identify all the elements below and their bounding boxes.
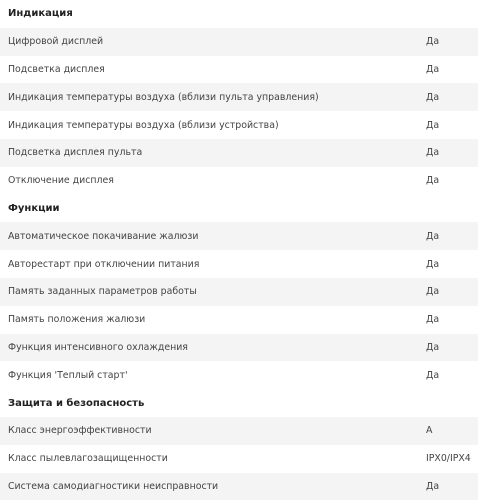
spec-row <box>0 111 478 139</box>
spec-value: Да <box>426 147 440 159</box>
spec-name: Память положения жалюзи <box>8 314 146 326</box>
section-header-protection: Защита и безопасность <box>8 397 145 409</box>
spec-value: Да <box>426 258 440 270</box>
spec-row <box>0 250 478 278</box>
spec-row <box>0 445 478 473</box>
spec-name: Класс пылевлагозащищенности <box>8 453 168 465</box>
spec-name: Функция 'Теплый старт' <box>8 369 128 381</box>
spec-name: Класс энергоэффективности <box>8 425 152 437</box>
spec-value: Да <box>426 175 440 187</box>
spec-row <box>0 306 478 334</box>
spec-value: Да <box>426 36 440 48</box>
spec-value: A <box>426 425 433 437</box>
spec-row <box>0 83 478 111</box>
spec-name: Память заданных параметров работы <box>8 286 197 298</box>
spec-row <box>0 222 478 250</box>
spec-name: Система самодиагностики неисправности <box>8 480 219 492</box>
spec-name: Индикация температуры воздуха (вблизи устройства) <box>8 119 279 131</box>
spec-row <box>0 167 478 195</box>
spec-value: Да <box>426 63 440 75</box>
spec-name: Авторестарт при отключении питания <box>8 258 200 270</box>
spec-row <box>0 139 478 167</box>
spec-row <box>0 361 478 389</box>
spec-name: Автоматическое покачивание жалюзи <box>8 230 199 242</box>
spec-value: Да <box>426 369 440 381</box>
spec-name: Функция интенсивного охлаждения <box>8 341 188 353</box>
spec-row <box>0 56 478 84</box>
spec-name: Цифровой дисплей <box>8 36 104 48</box>
spec-name: Подсветка дисплея пульта <box>8 147 143 159</box>
spec-value: Да <box>426 314 440 326</box>
spec-row <box>0 334 478 362</box>
spec-value: IPX0/IPX4 <box>426 453 471 465</box>
spec-value: Да <box>426 341 440 353</box>
spec-value: Да <box>426 286 440 298</box>
spec-name: Отключение дисплея <box>8 175 114 187</box>
spec-value: Да <box>426 230 440 242</box>
spec-value: Да <box>426 91 440 103</box>
spec-row <box>0 278 478 306</box>
spec-row <box>0 28 478 56</box>
spec-row <box>0 473 478 500</box>
spec-value: Да <box>426 119 440 131</box>
section-header-functions: Функции <box>8 202 60 214</box>
section-header-indication: Индикация <box>8 8 73 20</box>
spec-row <box>0 417 478 445</box>
spec-name: Подсветка дисплея <box>8 63 105 75</box>
spec-value: Да <box>426 480 440 492</box>
spec-name: Индикация температуры воздуха (вблизи пульта управления) <box>8 91 319 103</box>
